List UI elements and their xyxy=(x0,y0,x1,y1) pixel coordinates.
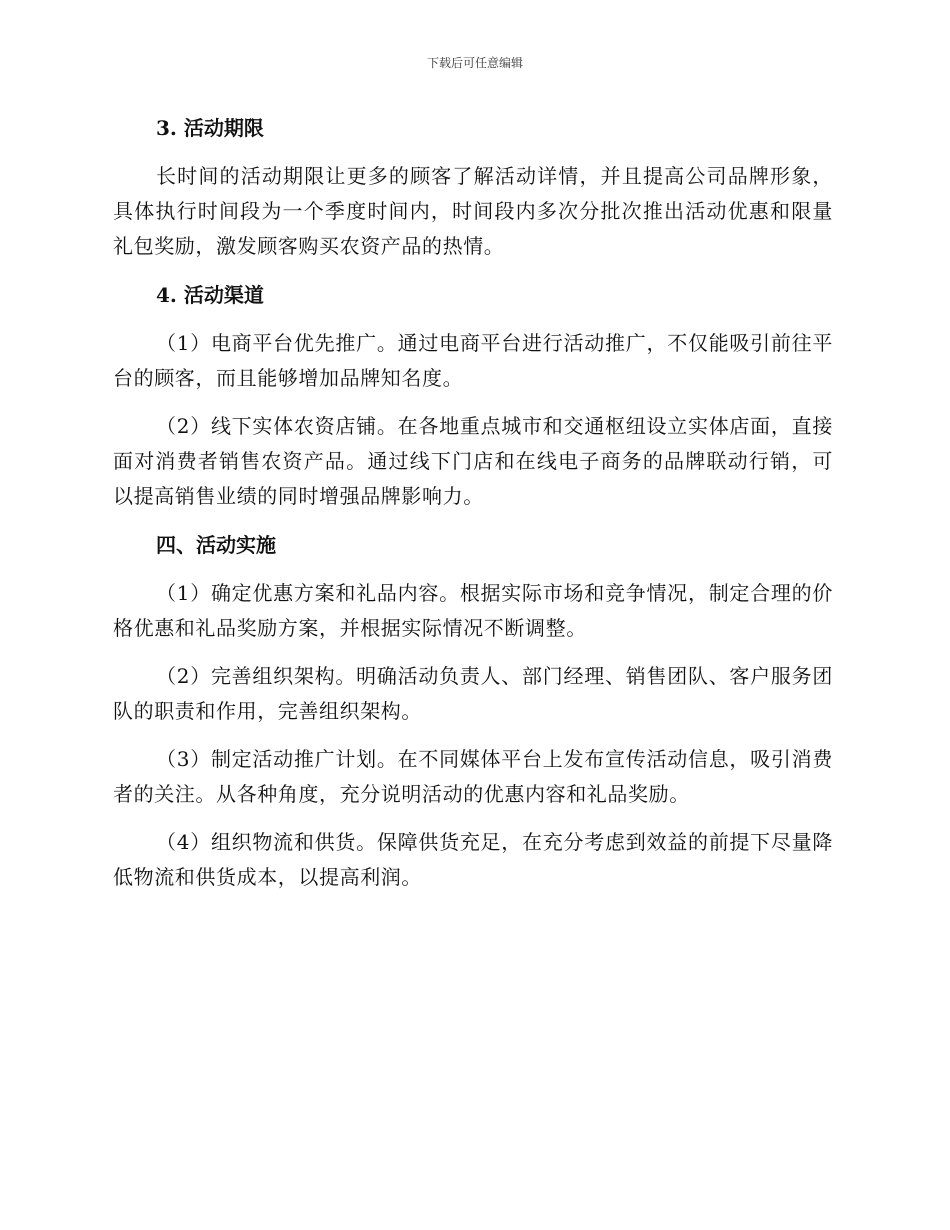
paragraph-implementation-offers: （1）确定优惠方案和礼品内容。根据实际市场和竞争情况，制定合理的价格优惠和礼品奖励方案，并根据实际情况不断调整。 xyxy=(113,581,833,640)
paragraph-activity-period: 长时间的活动期限让更多的顾客了解活动详情，并且提高公司品牌形象，具体执行时间段为一个季度时间内，时间段内多次分批次推出活动优惠和限量礼包奖励，激发顾客购买农资产品的热情。 xyxy=(113,164,833,258)
paragraph-channel-offline-stores: （2）线下实体农资店铺。在各地重点城市和交通枢纽设立实体店面，直接面对消费者销售农资产品。通过线下门店和在线电子商务的品牌联动行销，可以提高销售业绩的同时增强品牌影响力。 xyxy=(113,414,833,508)
section-heading-activity-implementation: 四、活动实施 xyxy=(156,533,276,557)
paragraph-channel-ecommerce: （1）电商平台优先推广。通过电商平台进行活动推广，不仅能吸引前往平台的顾客，而且能够增加品牌知名度。 xyxy=(113,331,833,390)
paragraph-implementation-logistics: （4）组织物流和供货。保障供货充足，在充分考虑到效益的前提下尽量降低物流和供货成本，以提高利润。 xyxy=(113,830,833,889)
document-body xyxy=(113,110,833,908)
paragraph-implementation-organization: （2）完善组织架构。明确活动负责人、部门经理、销售团队、客户服务团队的职责和作用，完善组织架构。 xyxy=(113,664,833,723)
section-heading-activity-channels: 4. 活动渠道 xyxy=(156,283,264,307)
page-header-note: 下载后可任意编辑 xyxy=(426,56,523,70)
section-heading-activity-period: 3. 活动期限 xyxy=(156,116,264,140)
paragraph-implementation-promotion: （3）制定活动推广计划。在不同媒体平台上发布宣传活动信息，吸引消费者的关注。从各种角度，充分说明活动的优惠内容和礼品奖励。 xyxy=(113,747,833,806)
